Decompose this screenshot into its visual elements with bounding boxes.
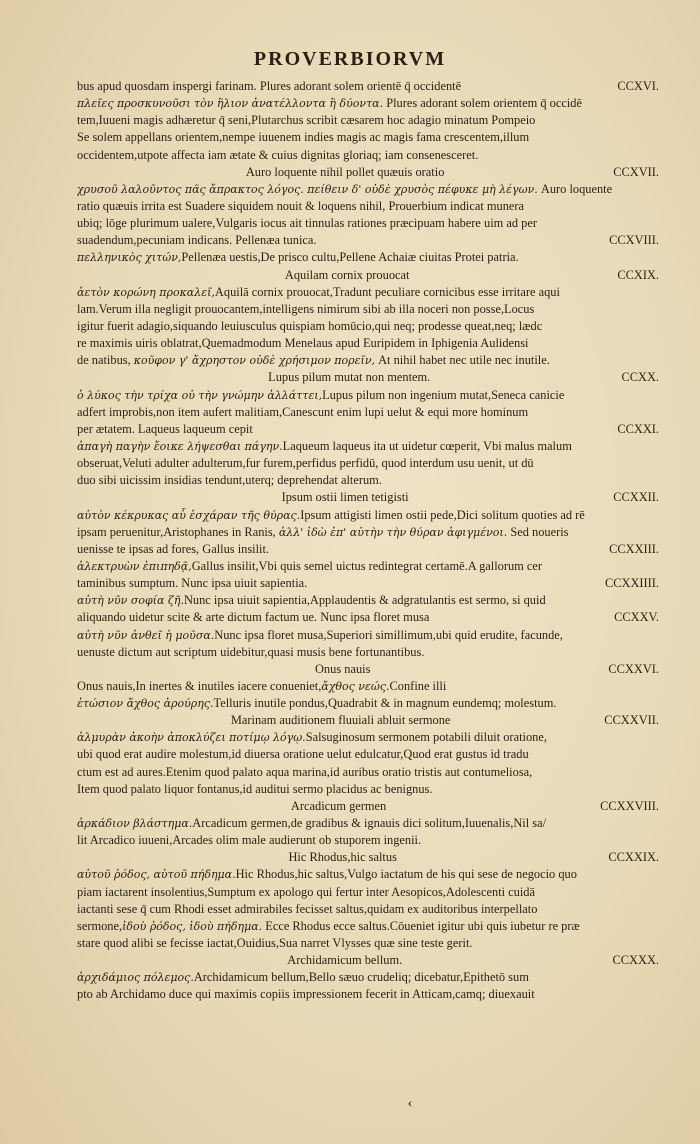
text-line bbox=[77, 918, 659, 935]
text-line bbox=[77, 129, 659, 146]
greek-text: αὐτοῦ ῥόδος, αὐτοῦ πήδημα. bbox=[77, 868, 236, 882]
latin-text: Arcadicum germen bbox=[290, 798, 387, 813]
latin-text: pto ab Archidamo duce qui maximis copiis impressionem fecerit in Atticam,camq; diuexauit bbox=[77, 987, 535, 1002]
latin-text: Ipsum attigisti limen ostii pede,Dici solitum quoties ad rē bbox=[300, 507, 585, 522]
adage-heading bbox=[77, 849, 659, 866]
text-line bbox=[77, 507, 659, 524]
latin-text: Hic Rhodus,hic saltus,Vulgo iactatum de his qui sese de negocio quo bbox=[235, 867, 577, 882]
text-line bbox=[77, 78, 659, 95]
text-line bbox=[77, 352, 659, 369]
latin-text: Hic Rhodus,hic saltus bbox=[288, 850, 397, 865]
adage-heading bbox=[77, 164, 659, 181]
latin-text: sermone, bbox=[77, 918, 123, 933]
greek-text: ἄχθος νεώς. bbox=[321, 679, 390, 693]
text-line bbox=[77, 472, 659, 489]
latin-text: Archidamicum bellum. bbox=[287, 953, 403, 968]
adage-number: CCXXI. bbox=[617, 421, 659, 436]
greek-text: ἀλλ' ἰδὼ ἐπ' αὐτὴν τὴν θύραν ἀφιγμένοι. bbox=[278, 525, 508, 539]
greek-text: ἐτώσιον ἄχθος ἀρούρης. bbox=[77, 697, 214, 711]
adage-heading bbox=[77, 369, 659, 386]
greek-text: πλεῖες προσκυνοῦσι τὸν ἥλιον ἀνατέλλοντα ἢ δύοντα. bbox=[77, 97, 384, 111]
latin-text: de natibus, bbox=[77, 353, 134, 368]
adage-number: CCXXVII. bbox=[604, 713, 659, 728]
adage-number: CCXIX. bbox=[617, 267, 659, 282]
greek-text: ἀρκάδιον βλάστημα. bbox=[77, 817, 193, 831]
latin-text: Sed noueris bbox=[507, 524, 569, 539]
greek-text: πελληνικὸς χιτών, bbox=[77, 251, 182, 265]
latin-text: duo sibi uicissim insidias tendunt,uterq; deprehendat alterum. bbox=[77, 473, 382, 488]
greek-text: ἀπαγὴ παγὴν ἔοικε λήψεσθαι πάγην. bbox=[77, 439, 283, 453]
text-line bbox=[77, 112, 659, 129]
latin-text: Nunc ipsa uiuit sapientia,Applaudentis & adgratulantis est sermo, si quid bbox=[183, 593, 546, 608]
latin-text: Confine illi bbox=[389, 678, 447, 693]
latin-text: Lupus pilum mutat non mentem. bbox=[268, 370, 431, 385]
latin-text: ratio quæuis irrita est Suadere siquidem nouit & loquens nihil, Prouerbium indicat munera bbox=[77, 198, 525, 213]
latin-text: Pellenæa uestis,De prisco cultu,Pellene Achaiæ ciuitas Protei patria. bbox=[181, 250, 519, 265]
text-line bbox=[77, 284, 659, 301]
latin-text: Arcadicum germen,de gradibus & ignauis dici solitum,Iuuenalis,Nil sa/ bbox=[192, 816, 547, 831]
latin-text: ipsam peruenitur,Aristophanes in Ranis, bbox=[77, 524, 279, 539]
text-line bbox=[77, 884, 659, 901]
latin-text: Telluris inutile pondus,Quadrabit & in magnum eundemq; molestum. bbox=[213, 696, 557, 711]
latin-text: Archidamicum bellum,Bello sæuo crudeliq; dicebatur,Epithetō sum bbox=[193, 970, 529, 985]
text-line bbox=[77, 147, 659, 164]
latin-text: Ipsum ostii limen tetigisti bbox=[281, 490, 409, 505]
latin-text: piam iactarent insolentius,Sumptum ex apologo qui fertur inter Aesopicos,Adolescenti cuidā bbox=[77, 884, 536, 899]
text-line bbox=[77, 215, 659, 232]
body-text bbox=[77, 78, 659, 1004]
adage-heading bbox=[77, 712, 659, 729]
latin-text: per ætatem. Laqueus laqueum cepit bbox=[77, 421, 253, 436]
text-line bbox=[77, 969, 659, 986]
greek-text: χρυσοῦ λαλοῦντος πᾶς ἄπρακτος λόγος. πείθειν δ' οὐδὲ χρυσὸς πέφυκε μὴ λέγων. bbox=[77, 182, 538, 196]
greek-text: ἁλμυρὰν ἀκοὴν ἀποκλύζει ποτίμῳ λόγῳ. bbox=[77, 731, 306, 745]
latin-text: Aquilam cornix prouocat bbox=[284, 267, 410, 282]
adage-number: CCXXII. bbox=[613, 490, 659, 505]
latin-text: taminibus sumptum. Nunc ipsa uiuit sapientia. bbox=[77, 576, 308, 591]
text-line bbox=[77, 181, 659, 198]
adage-heading bbox=[77, 267, 659, 284]
latin-text: Onus nauis,In inertes & inutiles iacere conueniet, bbox=[77, 678, 322, 693]
latin-text: adfert improbis,non item aufert malitiam,Canescunt enim lupi uelut & equi more hominum bbox=[77, 404, 529, 419]
text-line bbox=[77, 541, 659, 558]
greek-text: αὐτὸν κέκρυκας αὖ ἐσχάραν τῆς θύρας. bbox=[77, 508, 301, 522]
adage-number: CCXXIII. bbox=[609, 541, 659, 556]
text-line bbox=[77, 866, 659, 883]
text-line bbox=[77, 815, 659, 832]
text-line bbox=[77, 95, 659, 112]
latin-text: ubiq; lōge plurimum ualere,Vulgaris iocus ait tinnulas rationes præcipuam habere uim ad per bbox=[77, 216, 537, 231]
latin-text: ctum est ad aures.Etenim quod palato aqua marina,id auribus oratio tristis aut contumeliosa, bbox=[77, 764, 533, 779]
latin-text: Plures adorant solem orientem q̄ occidē bbox=[383, 96, 582, 111]
text-line bbox=[77, 695, 659, 712]
adage-heading bbox=[77, 489, 659, 506]
latin-text: Item quod palato liquor fontanus,id auditui sermo placidus ac benignus. bbox=[77, 781, 433, 796]
latin-text: uenisse te ipsas ad fores, Gallus insilit. bbox=[77, 541, 270, 556]
latin-text: tem,Iuueni magis adhæretur q̄ seni,Plutarchus scribit cæsarem hoc adagio minatum Pompeio bbox=[77, 113, 536, 128]
latin-text: At nihil habet nec utile nec inutile. bbox=[375, 353, 550, 368]
text-line bbox=[77, 421, 659, 438]
text-line bbox=[77, 627, 659, 644]
latin-text: Se solem appellans orientem,nempe iuuenem indies magis ac magis fama crescentem,illum bbox=[77, 130, 530, 145]
latin-text: Gallus insilit,Vbi quis semel uictus redintegrat certamē.A gallorum cer bbox=[191, 558, 543, 573]
latin-text: Onus nauis bbox=[314, 661, 371, 676]
latin-text: Auro loquente bbox=[537, 181, 613, 196]
adage-number: CCXVII. bbox=[613, 164, 659, 179]
latin-text: Laqueum laqueus ita ut uidetur cœperit, Vbi malus malum bbox=[282, 438, 572, 453]
latin-text: lit Arcadico iuueni,Arcades olim male audierunt ob stuporem ingenii. bbox=[77, 833, 422, 848]
adage-heading bbox=[77, 798, 659, 815]
latin-text: stare quod alibi se fecisse iactat,Ouidius,Sua narret Vlysses quæ sine teste gerit. bbox=[77, 936, 473, 951]
text-line bbox=[77, 438, 659, 455]
greek-text: κοῦφον γ' ἄχρηστον οὐδὲ χρήσιμον πορεῖν, bbox=[133, 354, 376, 368]
text-line bbox=[77, 609, 659, 626]
text-line bbox=[77, 644, 659, 661]
text-line bbox=[77, 592, 659, 609]
adage-number: CCXVI. bbox=[617, 79, 659, 93]
latin-text: Aquilā cornix prouocat,Tradunt peculiare cornicibus esse irritare aqui bbox=[214, 284, 560, 299]
latin-text: Ecce Rhodus ecce saltus.Cōueniet igitur ubi quis iubetur re præ bbox=[262, 918, 580, 933]
text-line bbox=[77, 678, 659, 695]
greek-text: ἀλεκτρυὼν ἐπιπηδᾷ, bbox=[77, 559, 192, 573]
text-line bbox=[77, 524, 659, 541]
adage-number: CCXXIX. bbox=[608, 850, 659, 865]
latin-text: lam.Verum illa negligit prouocantem,intelligens nimirum sibi ab illa noceri non posse,Locus bbox=[77, 301, 535, 316]
text-line bbox=[77, 301, 659, 318]
text-line bbox=[77, 232, 659, 249]
text-line bbox=[77, 455, 659, 472]
adage-number: CCXVIII. bbox=[609, 233, 659, 248]
latin-text: aliquando uidetur scite & arte dictum factum ue. Nunc ipsa floret musa bbox=[77, 610, 430, 625]
greek-text: ὁ λύκος τὴν τρίχα οὐ τὴν γνώμην ἀλλάττει, bbox=[77, 388, 323, 402]
latin-text: Salsuginosum sermonem potabili diluit oratione, bbox=[305, 730, 547, 745]
greek-text: αὐτὴ νῦν σοφία ζῆ. bbox=[77, 594, 184, 608]
running-header: PROVERBIORVM bbox=[253, 48, 447, 70]
latin-text: Auro loquente nihil pollet quæuis oratio bbox=[245, 164, 445, 179]
text-line bbox=[77, 764, 659, 781]
text-line bbox=[77, 387, 659, 404]
text-line bbox=[77, 335, 659, 352]
greek-text: ἀετὸν κορώνη προκαλεῖ, bbox=[77, 285, 215, 299]
text-line bbox=[77, 935, 659, 952]
text-line bbox=[77, 781, 659, 798]
latin-text: Nunc ipsa floret musa,Superiori simillimum,ubi quid erudite, facunde, bbox=[214, 627, 563, 642]
latin-text: obseruat,Veluti adulter adulterum,fur furem,perfidus perfidū, quod interdum usu uenit, ut dū bbox=[77, 456, 534, 471]
text-line bbox=[77, 986, 659, 1003]
text-line bbox=[77, 901, 659, 918]
text-line bbox=[77, 558, 659, 575]
text-line bbox=[77, 198, 659, 215]
latin-text: Lupus pilum non ingenium mutat,Seneca canicie bbox=[322, 387, 565, 402]
text-line bbox=[77, 729, 659, 746]
adage-number: CCXXVI. bbox=[608, 661, 659, 676]
text-line bbox=[77, 404, 659, 421]
text-line bbox=[77, 249, 659, 266]
adage-heading bbox=[77, 661, 659, 678]
signature-mark: ‹ bbox=[407, 1096, 413, 1111]
text-line bbox=[77, 575, 659, 592]
greek-text: αὐτὴ νῦν ἀνθεῖ ἡ μοῦσα. bbox=[77, 628, 215, 642]
greek-text: ἀρχιδάμιος πόλεμος. bbox=[77, 971, 194, 985]
text-line bbox=[77, 746, 659, 763]
adage-number: CCXXX. bbox=[612, 953, 659, 968]
adage-number: CCXXV. bbox=[614, 610, 659, 625]
latin-text: Marinam auditionem fluuiali abluit sermone bbox=[230, 713, 451, 728]
greek-text: ἰδοὺ ῥόδος, ἰδοὺ πήδημα. bbox=[122, 919, 263, 933]
adage-number: CCXX. bbox=[621, 370, 659, 385]
adage-heading bbox=[77, 952, 659, 969]
latin-text: bus apud quosdam inspergi farinam. Plures adorant solem orientē q̄ occidentē bbox=[77, 79, 462, 93]
latin-text: iactanti sese q̄ cum Rhodi esset admirabiles fecisset saltus,quidam ex auditoribus interpellato bbox=[77, 901, 538, 916]
latin-text: uenuste dictum aut scriptum uidebitur,quasi musis bene fortunantibus. bbox=[77, 644, 425, 659]
adage-number: CCXXVIII. bbox=[600, 798, 659, 813]
latin-text: igitur fuerit adagio,siquando leuiusculus quispiam homūcio,qui neq; prodesse queat,neq; lædc bbox=[77, 318, 543, 333]
latin-text: re maximis uiris oblatrat,Quemadmodum Menelaus apud Euripidem in Iphigenia Aulidensi bbox=[77, 336, 529, 351]
adage-number: CCXXIIII. bbox=[604, 576, 659, 591]
text-line bbox=[77, 318, 659, 335]
latin-text: suadendum,pecuniam indicans. Pellenæa tunica. bbox=[77, 233, 317, 248]
latin-text: ubi quod erat audire molestum,id diuersa oratione uelut edulcatur,Quod erat gustus id tradu bbox=[77, 747, 529, 762]
text-line bbox=[77, 832, 659, 849]
latin-text: occidentem,utpote affecta iam ætate & cuius dignitas gloriaq; iam consenesceret. bbox=[77, 147, 479, 162]
